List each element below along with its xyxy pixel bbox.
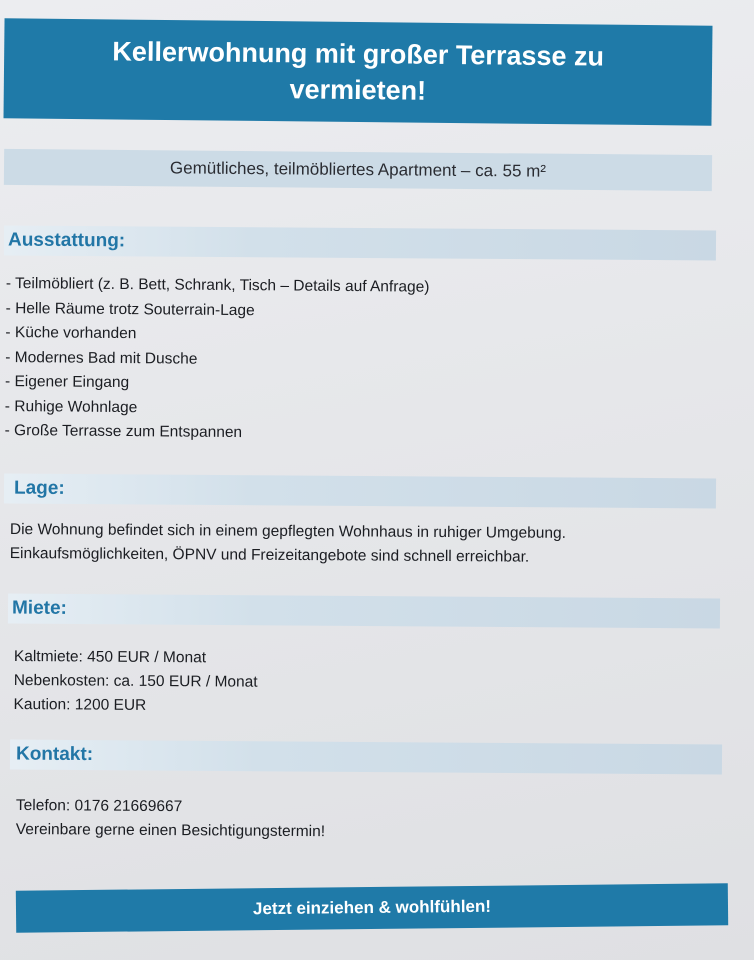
footer-banner [16,883,728,932]
list-item: - Eigener Eingang [4,372,130,392]
section-header-kontakt [10,740,722,775]
list-item: - Küche vorhanden [5,323,137,343]
list-item: - Große Terrasse zum Entspannen [4,421,243,442]
list-item: - Ruhige Wohnlage [4,397,138,416]
section-header-miete [8,594,720,629]
rent-line-nebenkosten: Nebenkosten: ca. 150 EUR / Monat [13,671,258,691]
list-item: - Teilmöbliert (z. B. Bett, Schrank, Tisch – Details auf Anfrage) [5,274,430,296]
section-header-lage [4,474,716,509]
section-heading-miete: Miete: [11,597,67,619]
flyer-subtitle: Gemütliches, teilmöbliertes Apartment – ca. 55 m² [169,158,547,181]
contact-phone: Telefon: 0176 21669667 [15,796,183,816]
section-heading-ausstattung: Ausstattung: [7,229,126,252]
text-line: Die Wohnung befindet sich in einem gepflegten Wohnhaus in ruhiger Umgebung. [9,520,567,542]
subtitle-bar [4,149,712,191]
location-text [10,518,566,570]
features-list [5,272,430,447]
flyer-title: Kellerwohnung mit großer Terrasse zu vermieten! [112,36,605,106]
section-heading-lage: Lage: [13,477,65,499]
title-banner [3,18,712,125]
contact-note: Vereinbare gerne einen Besichtigungstermin! [15,820,326,841]
list-item: - Helle Räume trotz Souterrain-Lage [5,299,255,319]
footer-slogan: Jetzt einziehen & wohlfühlen! [252,896,492,919]
rent-line-kaltmiete: Kaltmiete: 450 EUR / Monat [13,647,207,667]
list-item: - Modernes Bad mit Dusche [5,348,198,368]
text-line: Einkaufsmöglichkeiten, ÖPNV und Freizeitangebote sind schnell erreichbar. [9,544,530,566]
section-header-ausstattung [4,226,716,261]
rent-details [13,645,257,719]
rent-line-kaution: Kaution: 1200 EUR [13,695,147,714]
section-heading-kontakt: Kontakt: [15,743,94,766]
contact-details [16,794,326,844]
